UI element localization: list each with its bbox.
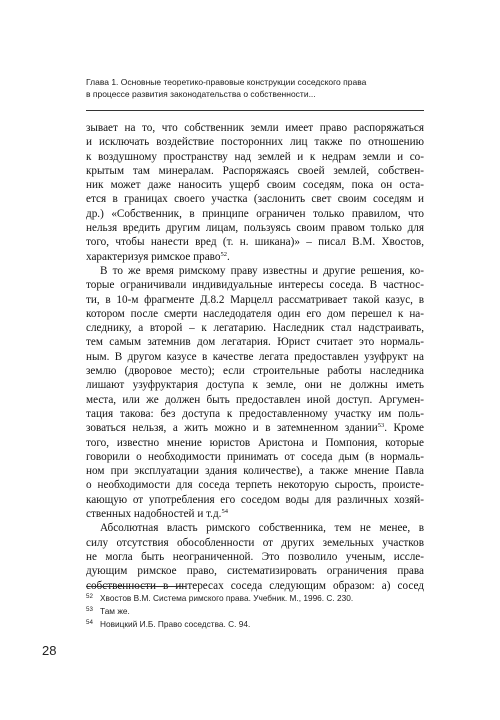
text-line: ется в границах своего участка (заслонить свет своим соседям и: [86, 193, 424, 206]
running-head: [86, 77, 422, 100]
running-head-line: Глава 1. Основные теоретико-правовые конструкции соседского права: [86, 77, 367, 87]
text-line: кающую от употребления его соседом воды для различных хозяй-: [86, 493, 424, 506]
text-line: зывает на то, что собственник земли имеет право распоряжаться: [86, 122, 424, 134]
text-line: ным. В другом казусе в качестве легата предоставлен узуфрукт на: [86, 350, 424, 363]
text-line: Абсолютная власть римского собственника, тем не менее, в: [100, 522, 424, 535]
footnote-text: Хвостов В.М. Система римского права. Учебник. М., 1996. С. 230.: [100, 593, 354, 603]
text-line: крытым там минералам. Распоряжаясь своей землей, собствен-: [86, 164, 424, 177]
text-line: следнику, а второй – к легатарию. Наследник стал надстраивать,: [86, 322, 424, 335]
footnote-number: 53: [86, 606, 93, 613]
text-line: котором после смерти наследодателя один его дом перешел к на-: [86, 307, 424, 320]
footnote-ref: 52: [220, 250, 227, 258]
footnote-ref: 54: [221, 508, 228, 516]
paragraph: [86, 121, 424, 264]
running-head-line: в процессе развития законодательства о собственности...: [86, 88, 316, 99]
footnotes: [86, 592, 424, 631]
header-divider: [86, 110, 424, 111]
text-line: ти, в 10-м фрагменте Д.8.2 Марцелл рассматривает такой казус, в: [86, 293, 424, 306]
text-line: др.) «Собственник, в принципе ограничен только правилом, что: [86, 207, 424, 220]
paragraph: [86, 521, 424, 592]
text-line: собственности в интересах соседа следующим образом: а) сосед: [86, 579, 424, 592]
footnote: [86, 605, 424, 618]
main-text: [86, 121, 424, 593]
text-segment: зоваться нельзя, а жить можно и в затемненном здании: [86, 422, 378, 435]
text-line: того, известно мнение юристов Аристона и Помпония, которые: [86, 436, 424, 449]
footnote: [86, 618, 424, 631]
text-line: В то же время римскому праву известны и другие решения, ко-: [100, 264, 424, 277]
text-line: ник может даже наносить ущерб своим соседям, пока он оста-: [86, 179, 424, 192]
text-line: [86, 421, 424, 435]
footnote-divider: [86, 586, 186, 587]
text-line: не могла быть неограниченной. Это позволило ученым, иссле-: [86, 550, 424, 563]
text-line: торые ограничивали индивидуальные интересы соседа. В частнос-: [86, 279, 424, 292]
text-line: землю (дворовое место); если строительные работы наследника: [86, 365, 424, 378]
text-segment: . Кроме: [384, 422, 424, 435]
text-line: того, чтобы нанести вред (т. н. шикана)» – писал В.М. Хвостов,: [86, 236, 424, 249]
text-line: места, или же должен быть предоставлен иной доступ. Аргумен-: [86, 393, 424, 406]
text-line: нельзя вредить другим лицам, пользуясь своим правом только для: [86, 222, 424, 235]
text-segment: характеризуя римское право: [86, 250, 221, 263]
text-line: дующим римское право, систематизировать ограничения права: [86, 565, 424, 578]
footnote-text: Там же.: [100, 606, 130, 616]
text-line: о необходимости для соседа терпеть некоторую сырость, проистe-: [86, 479, 424, 492]
footnote-number: 52: [86, 593, 93, 600]
text-line: характеризуя римское право$^{52}$.: [86, 250, 230, 263]
page-number: 28: [42, 643, 57, 658]
footnote-number: 54: [86, 619, 93, 626]
text-line: говорили о необходимости принимать от соседа дым (в нормаль-: [86, 450, 424, 463]
footnote-ref: 53: [377, 422, 385, 430]
text-line: ном при эксплуатации здания количестве), а также мнение Павла: [86, 465, 424, 478]
text-line: тем самым затемнив дом легатария. Юрист считает это нормаль-: [86, 336, 424, 349]
footnote-text: Новицкий И.Б. Право соседства. С. 94.: [100, 619, 251, 629]
text-line: лишают узуфруктария доступа к земле, они не должны иметь: [86, 379, 424, 392]
footnote: [86, 592, 424, 605]
text-line: тация такова: без доступа к предоставленному участку им поль-: [86, 407, 424, 420]
text-line: и исключать воздействие посторонних лиц также по отношению: [86, 136, 424, 149]
text-segment: ственных надобностей и т.д.: [86, 508, 222, 521]
text-line: силу отсутствия обособленности от других земельных участков: [86, 536, 424, 549]
paragraph: [86, 264, 424, 521]
text-line: [86, 507, 424, 521]
text-line: к воздушному пространству над землей и к недрам земли и со-: [86, 150, 424, 163]
